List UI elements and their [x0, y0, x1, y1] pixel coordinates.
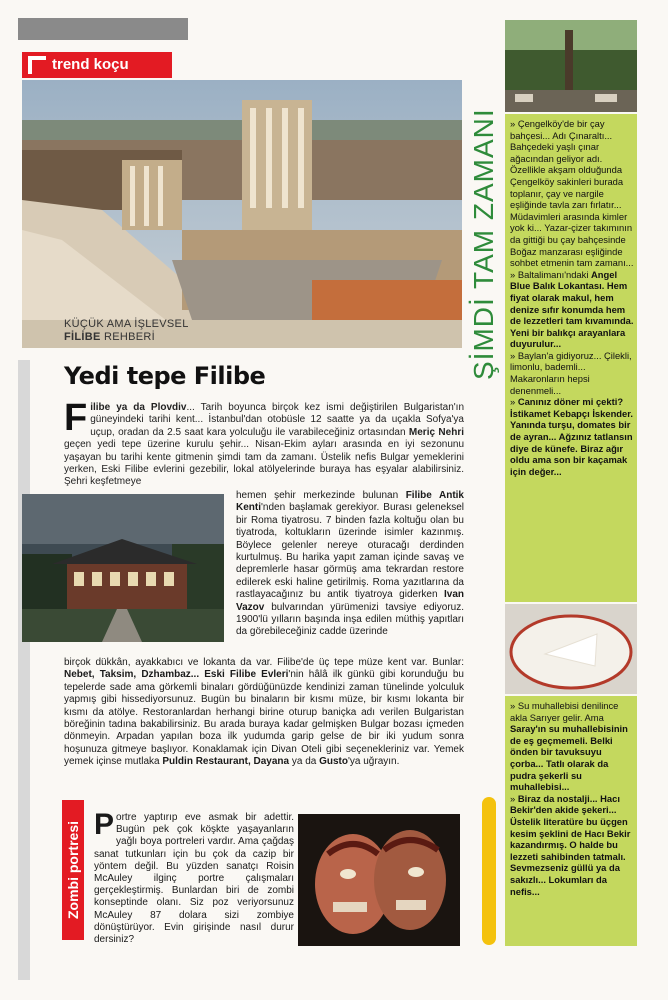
sidebar-list-2 — [510, 700, 634, 897]
colr-text-1: hemen şehir merkezinde bulunan — [236, 490, 406, 501]
sidebar-list-1 — [510, 118, 634, 477]
intro-text-2: geçen yedi tepe üzerine kurulu şehir... Nisan-Ekim ayları arasında en iyi sezonunu yaşayan bu tarihi kente gitmenin şimdi tam da zamanı. Üstelik nefis Bulgar yemeklerini yerken, Eski Filibe evlerini gezebilir, lokal atölyelerinde buraya has eşyalar alabilirsiniz. Şehri keşfetmeye — [64, 439, 464, 488]
zombi-text: ortre yaptırıp eve asmak bir adettir. Bugün pek çok köşkte yaşayanların yağlı boya portreleri vardır. Ama çağdaş sanat tutkunları için bu çok da cazip bir yöntem değil. Bu yüzden sanatçı Roisin McAuley ilginç portre çalışmaları gerçekleştirmiş. Bunlardan biri de zombi konseptinde olanı. Siz poz veriyorsunuz McAuley 87 dolara sizi zombiye dönüştürüyor. Evin girişinde nasıl durur dersiniz? — [94, 812, 294, 946]
zombi-label: Zombi portresi — [65, 821, 81, 920]
section-badge — [22, 52, 172, 78]
bottom-bold-3: Gusto — [319, 756, 348, 768]
decorative-stripe — [18, 360, 30, 980]
sidebar-photo-tea-garden — [505, 20, 637, 112]
bottom-text-1: birçok dükkân, ayakkabıcı ve lokanta da var. Filibe'de üç tepe müze kent var. Bunlar: — [64, 657, 464, 668]
bottom-text-3: ya da — [289, 756, 320, 768]
sidebar-item: » Baylan'a gidiyoruz... Çilekli, limonlu, bademli... Makaronların hepsi denenmeli... — [510, 349, 632, 396]
sidebar-item: » Biraz da nostalji... Hacı Bekir'den akide şekeri... Üstelik literatüre bu üçgen kesim şeklini de Hacı Bekir kazandırmış. O halde bu lezzeti sahibinden tatmalı. Sevmezseniz güllü ya da sakızlı... Lokumları da nefis... — [510, 792, 631, 897]
bottom-bold-1: Nebet, Taksim, Dzhambaz... Eski Filibe Evleri — [64, 669, 289, 681]
bottom-bold-2: Puldin Restaurant, Dayana — [162, 756, 290, 768]
bottom-text-2: 'nin hâlâ ilk günkü gibi korunduğu bu tepelerde sade ama görkemli binaları gördüğünüzde kendinizi zaman tünelinde yolculuk yapmış gibi hissediyorsunuz. Bugün bu binaların bir kısmı müze, bir kısmı lokanta bir kısmı da atölye. Restoranlardan herhangi birine oturup baniçka adı verilen Bulgaristan böreğinin tadına bakabilirsiniz. Bu arada buraya kadar gelmişken Bulgar bozası içmeden dönmeyin. Arpadan yapılan boza ilk yudumda garip gelse de bir iki yudum sonra hoşunuza gitmeye başlıyor. Konaklamak için Divan Oteli gibi seçenekleriniz var. Yemek yemek içinse mutlaka — [64, 669, 464, 768]
zombie-portrait-image — [298, 814, 460, 946]
hero-photo-roman-theatre — [22, 80, 462, 348]
kicker-rest: REHBERİ — [100, 331, 155, 343]
intro-paragraph — [64, 397, 464, 489]
sidebar-item: » Baltalimanı'ndaki Angel Blue Balık Lokantası. Hem fiyat olarak makul, hem denize sıfır konumda hem de lezzetleri tam kıvamında. Yeni bir balıkçı arayanlara duyurulur... — [510, 268, 634, 350]
zombi-drop-cap: P — [94, 808, 115, 841]
decorative-bar — [18, 18, 188, 40]
colr-text-2: 'nden başlamak gerekiyor. Burası geleneksel bir Roma tiyatrosu. 7 binden fazla koltuğu olan bu tiyatroda, koltukların üzerinde isimler kazınmış. Böylece gelenler nereye oturacağı derdinden kurtulmuş. Bu harika yapıt zaman içinde savaş ve depremlerle hasar görmüş ama tekrardan restore edilerek eski haline getirilmiş. Roma yazıtlarına da rastlayacağınız bu antik tiyatroya giderken — [236, 502, 464, 601]
kicker-line1: KÜÇÜK AMA İŞLEVSEL — [64, 318, 189, 330]
sidebar-title: ŞİMDİ TAM ZAMANI — [468, 108, 499, 380]
colr-bold-2: Ivan Vazov — [236, 589, 464, 613]
zombi-paragraph — [94, 808, 294, 946]
body-bottom-paragraph — [64, 657, 464, 769]
intro-bold-1: ilibe ya da Plovdiv — [90, 402, 187, 413]
bottom-text-4: 'ya uğrayın. — [348, 756, 400, 768]
sidebar-item: » Su muhallebisi denilince akla Sarıyer gelir. Ama Saray'ın su muhallebisinin de eş geçmemeli. Belki önden bir tavuksuyu çorba... Tatlı olarak da pudra şekerli su muhallebisi... — [510, 700, 628, 793]
drop-cap: F — [64, 397, 88, 439]
colr-bold-1: Filibe Antik Kenti — [236, 490, 464, 514]
kicker-city: FİLİBE — [64, 331, 101, 343]
yellow-accent-bar — [482, 797, 496, 945]
kicker — [64, 318, 189, 344]
colr-text-3: bulvarından yürümenizi tavsiye ediyoruz. 1900'lü yılların başında inşa edilen müthiş yapıtları da görebileceğiniz cadde üzerinde — [236, 601, 464, 638]
sidebar-item: » Çengelköy'de bir çay bahçesi... Adı Çınaraltı... Bahçedeki yaşlı çınar ağacından geliyor adı. Özellikle akşam olduğunda Çengelköy sakinleri burada toplanır, çay ve nargile eşliğinde tavla zarı fırlatır... Müdavimleri arasında kimler yok ki... Yazar-çizer takımının da gittiği bu çay bahçesinde Boğaz manzarası eşliğinde sohbet etmenin tam zamanı... — [510, 118, 634, 269]
article-headline: Yedi tepe Filibe — [64, 362, 266, 390]
intro-bold-2: Meriç Nehri — [408, 426, 464, 438]
sidebar-item: » Canınız döner mi çekti? İstikamet Kebapçı İskender. Yanında turşu, domates bir de ayran... Ağzınız tatlansın diye de künefe. Biraz ağır oldu ama son bir kaçamak için değer... — [510, 396, 633, 477]
photo-old-house — [22, 494, 224, 642]
intro-text-1: ... Tarih boyunca birçok kez ismi değiştirilen Bulgaristan'ın güneyindeki tarihi kent... İstanbul'dan otobüsle 12 saatte ya da uçakla Sofya'ya uçup, oradan da 2.5 saat kara yolculuğu ile varabileceğiniz ortasından — [90, 402, 464, 438]
body-column-right — [236, 490, 464, 639]
corner-icon — [28, 56, 46, 74]
section-badge-label: trend koçu — [52, 56, 129, 73]
sidebar-photo-dessert — [505, 604, 637, 694]
